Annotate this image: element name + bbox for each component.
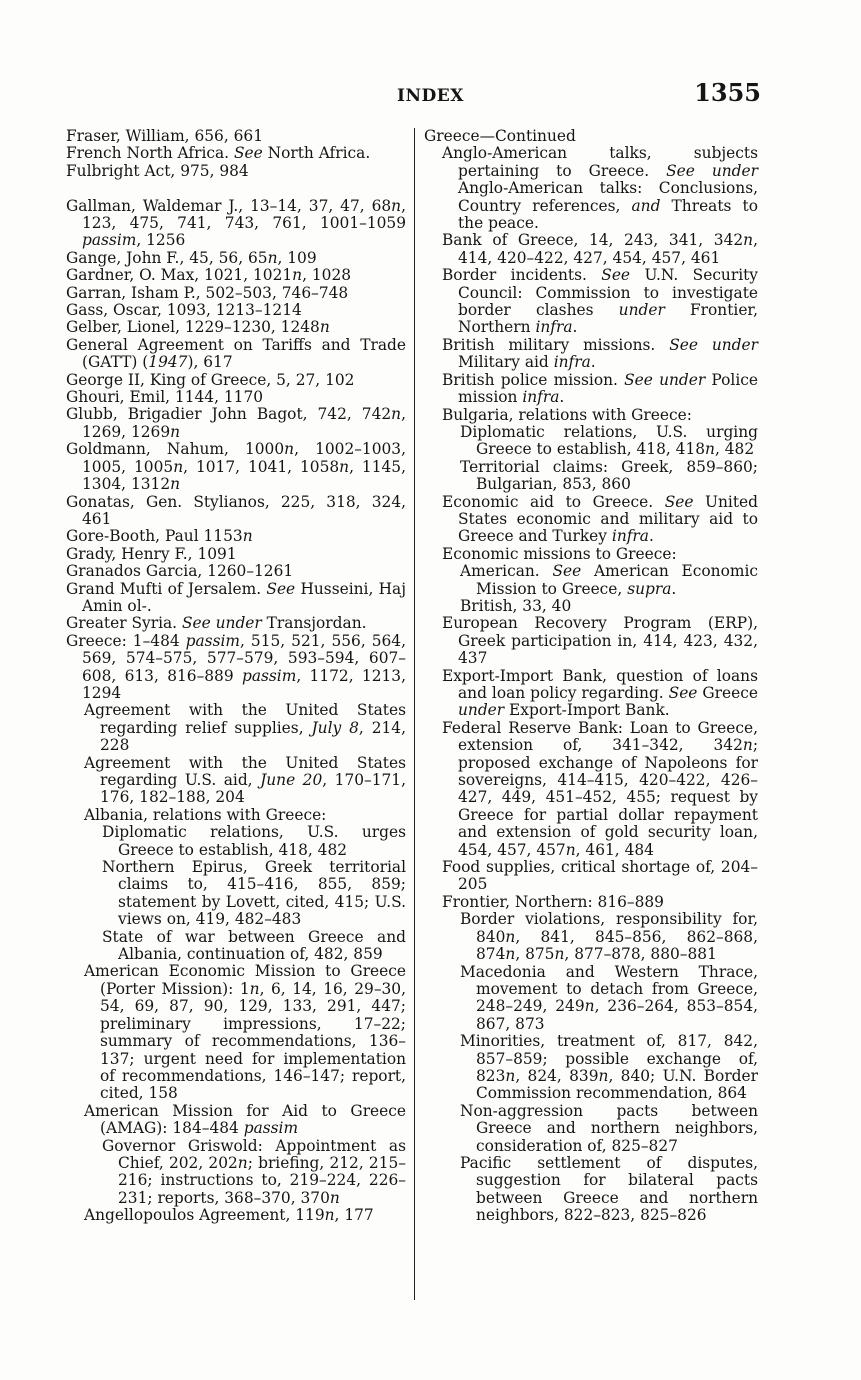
index-entry: Anglo-American talks, subjects pertaining to Greece. See under Anglo-American talks: Conclusions, Country references, and Threats to the peace. bbox=[442, 144, 758, 233]
index-entry: Gass, Oscar, 1093, 1213–1214 bbox=[66, 301, 302, 320]
index-entry: British police mission. See under Police mission infra. bbox=[442, 370, 758, 407]
index-entry: American Economic Mission to Greece (Porter Mission): 1n, 6, 14, 16, 29–30, 54, 69, 87, 90, 129, 133, 291, 447; preliminary impressions, 17–22; summary of recommendations, 136–137; urgent need for implementation of recommendations, 146–147; report, cited, 158 bbox=[84, 962, 406, 1103]
column-divider bbox=[414, 128, 415, 1300]
index-entry: Pacific settlement of disputes, suggestion for bilateral pacts between Greece and northern neighbors, 822–823, 825–826 bbox=[460, 1153, 758, 1225]
index-entry: American. See American Economic Mission to Greece, supra. bbox=[460, 562, 758, 598]
left-column bbox=[66, 128, 406, 1225]
index-entry: Governor Griswold: Appointment as Chief, 202, 202n; briefing, 212, 215–216; instructions to, 219–224, 226–231; reports, 368–370, 370n bbox=[102, 1136, 406, 1207]
index-entry: Greater Syria. See under Transjordan. bbox=[66, 614, 367, 633]
index-entry: Gardner, O. Max, 1021, 1021n, 1028 bbox=[66, 266, 352, 285]
entry-gap bbox=[66, 180, 406, 197]
index-entry: Angellopoulos Agreement, 119n, 177 bbox=[84, 1206, 374, 1225]
index-entry: George II, King of Greece, 5, 27, 102 bbox=[66, 370, 355, 389]
index-entry: Border violations, responsibility for, 840n, 841, 845–856, 862–868, 874n, 875n, 877–878, 880–881 bbox=[460, 910, 758, 964]
index-entry: Frontier, Northern: 816–889 bbox=[442, 892, 664, 911]
index-entry: Fulbright Act, 975, 984 bbox=[66, 161, 249, 180]
index-entry: Economic missions to Greece: bbox=[442, 544, 677, 563]
index-entry: Bank of Greece, 14, 243, 341, 342n, 414, 420–422, 427, 454, 457, 461 bbox=[442, 231, 758, 267]
index-entry: European Recovery Program (ERP), Greek participation in, 414, 423, 432, 437 bbox=[442, 614, 758, 668]
index-entry: Gelber, Lionel, 1229–1230, 1248n bbox=[66, 318, 330, 337]
index-entry: Grady, Henry F., 1091 bbox=[66, 544, 237, 563]
index-entry: Border incidents. See U.N. Security Council: Commission to investigate border clashes under Frontier, Northern infra. bbox=[442, 266, 759, 337]
index-entry: Diplomatic relations, U.S. urging Greece to establish, 418, 418n, 482 bbox=[460, 422, 758, 459]
index-entry: Export-Import Bank, question of loans and loan policy regarding. See Greece under Export-Import Bank. bbox=[442, 666, 758, 720]
page-title: INDEX bbox=[397, 86, 464, 106]
index-entry: Glubb, Brigadier John Bagot, 742, 742n, 1269, 1269n bbox=[66, 405, 406, 441]
index-entry: Northern Epirus, Greek territorial claims to, 415–416, 855, 859; statement by Lovett, cited, 415; U.S. views on, 419, 482–483 bbox=[102, 858, 406, 929]
index-entry: Granados Garcia, 1260–1261 bbox=[66, 562, 294, 581]
index-entry: General Agreement on Tariffs and Trade (GATT) (1947), 617 bbox=[66, 335, 406, 372]
index-entry: Gange, John F., 45, 56, 65n, 109 bbox=[66, 248, 317, 267]
index-entry: Minorities, treatment of, 817, 842, 857–859; possible exchange of, 823n, 824, 839n, 840; U.N. Border Commission recommendation, 864 bbox=[460, 1032, 758, 1103]
right-column bbox=[424, 128, 758, 1225]
index-entry: American Mission for Aid to Greece (AMAG): 184–484 passim bbox=[84, 1101, 406, 1138]
index-entry: Bulgaria, relations with Greece: bbox=[442, 405, 692, 424]
index-entry: Diplomatic relations, U.S. urges Greece to establish, 418, 482 bbox=[102, 823, 406, 859]
index-entry: Greece: 1–484 passim, 515, 521, 556, 564, 569, 574–575, 577–579, 593–594, 607–608, 613, 816–889 passim, 1172, 1213, 1294 bbox=[66, 631, 406, 702]
index-entry: Goldmann, Nahum, 1000n, 1002–1003, 1005, 1005n, 1017, 1041, 1058n, 1145, 1304, 1312n bbox=[66, 440, 406, 494]
index-entry: Ghouri, Emil, 1144, 1170 bbox=[66, 388, 264, 407]
index-entry: Food supplies, critical shortage of, 204–205 bbox=[442, 858, 758, 894]
index-entry: French North Africa. See North Africa. bbox=[66, 144, 371, 163]
index-entry: Greece—Continued bbox=[424, 127, 576, 145]
index-entry: Territorial claims: Greek, 859–860; Bulgarian, 853, 860 bbox=[460, 457, 758, 494]
index-entry: Agreement with the United States regarding relief supplies, July 8, 214, 228 bbox=[84, 701, 406, 755]
index-entry: Economic aid to Greece. See United States economic and military aid to Greece and Turkey infra. bbox=[442, 492, 758, 546]
index-entry: Macedonia and Western Thrace, movement to detach from Greece, 248–249, 249n, 236–264, 853–854, 867, 873 bbox=[460, 962, 759, 1033]
index-entry: Gore-Booth, Paul 1153n bbox=[66, 527, 253, 546]
page-number: 1355 bbox=[694, 78, 761, 107]
index-entry: Albania, relations with Greece: bbox=[84, 805, 327, 824]
index-entry: Grand Mufti of Jersalem. See Husseini, Haj Amin ol-. bbox=[66, 579, 406, 615]
index-entry: Gonatas, Gen. Stylianos, 225, 318, 324, 461 bbox=[66, 492, 406, 528]
index-entry: Agreement with the United States regarding U.S. aid, June 20, 170–171, 176, 182–188, 204 bbox=[84, 753, 406, 807]
index-entry: State of war between Greece and Albania, continuation of, 482, 859 bbox=[102, 927, 406, 964]
index-entry: Garran, Isham P., 502–503, 746–748 bbox=[66, 283, 349, 302]
index-entry: Fraser, William, 656, 661 bbox=[66, 127, 263, 145]
index-entry: Federal Reserve Bank: Loan to Greece, extension of, 341–342, 342n; proposed exchange of Napoleons for sovereigns, 414–415, 420–422, 426–427, 449, 451–452, 455; request by Greece for partial dollar repayment and extension of gold security loan, 454, 457, 457n, 461, 484 bbox=[442, 718, 758, 859]
index-entry: Gallman, Waldemar J., 13–14, 37, 47, 68n, 123, 475, 741, 743, 761, 1001–1059 passim, 1256 bbox=[66, 196, 406, 250]
index-entry: British, 33, 40 bbox=[460, 596, 572, 615]
index-entry: British military missions. See under Military aid infra. bbox=[442, 335, 758, 372]
index-entry: Non-aggression pacts between Greece and northern neighbors, consideration of, 825–827 bbox=[460, 1101, 758, 1155]
